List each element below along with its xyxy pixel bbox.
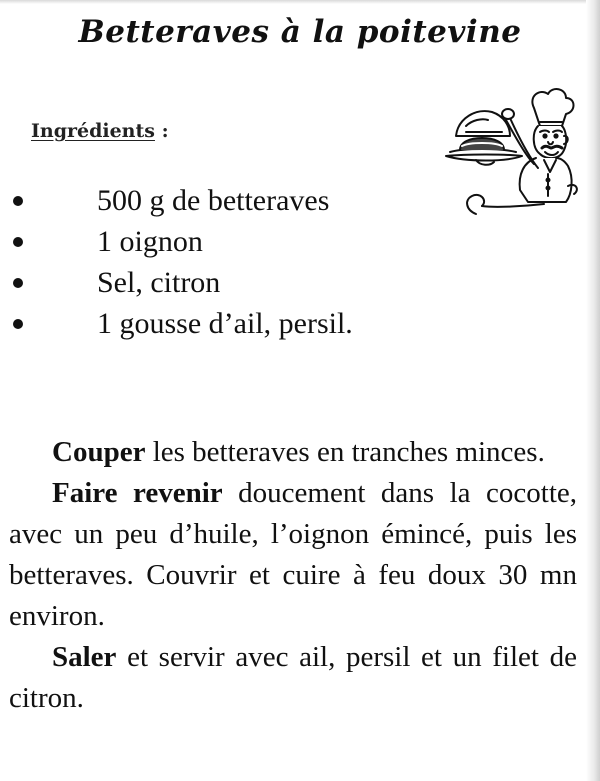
ingredients-list — [0, 180, 600, 344]
ingredients-heading — [31, 120, 169, 142]
list-item — [0, 262, 600, 303]
ingredients-heading-label: Ingrédients — [31, 120, 155, 142]
instruction-step — [9, 473, 577, 637]
bullet-icon — [13, 319, 23, 329]
instruction-step — [9, 432, 577, 473]
step-text: et servir avec ail, persil et un filet de citron. — [9, 641, 577, 714]
ingredient-text: Sel, citron — [97, 266, 221, 299]
list-item — [0, 221, 600, 262]
ingredient-text: 500 g de betteraves — [97, 184, 330, 217]
step-verb: Couper — [52, 436, 146, 468]
bullet-icon — [13, 278, 23, 288]
scan-edge-right — [586, 0, 600, 781]
list-item — [0, 303, 600, 344]
ingredient-text: 1 oignon — [97, 225, 203, 258]
instructions — [9, 432, 577, 719]
ingredients-heading-colon: : — [154, 120, 169, 142]
list-item — [0, 180, 600, 221]
scan-edge-top — [0, 0, 600, 4]
recipe-title: Betteraves à la poitevine — [78, 14, 522, 50]
step-verb: Faire revenir — [52, 477, 223, 509]
step-verb: Saler — [52, 641, 117, 673]
instruction-step — [9, 637, 577, 719]
bullet-icon — [13, 237, 23, 247]
bullet-icon — [13, 196, 23, 206]
step-text: les betteraves en tranches minces. — [145, 436, 545, 468]
ingredient-text: 1 gousse d’ail, persil. — [97, 307, 353, 340]
step-text: doucement dans la cocotte, avec un peu d’huile, l’oignon émincé, puis les betteraves. Couvrir et cuire à feu doux 30 mn environ. — [9, 477, 578, 632]
